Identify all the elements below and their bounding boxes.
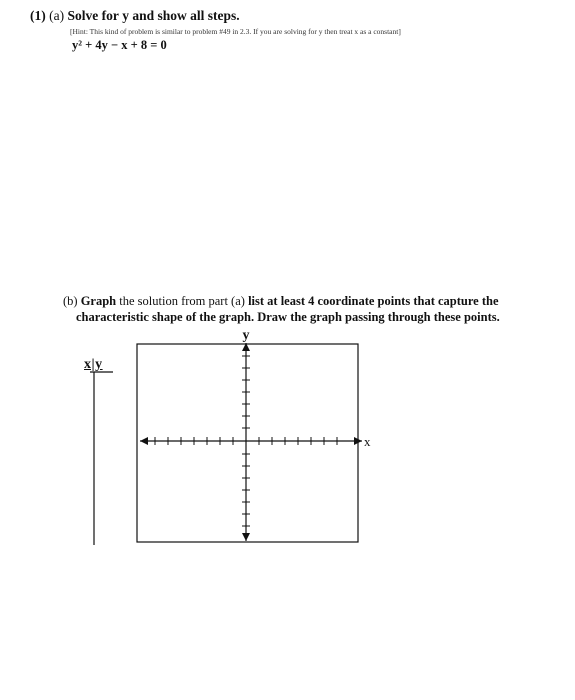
part-a-label: (a) [49, 8, 65, 23]
part-b-text: the solution from part (a) [119, 294, 245, 308]
equation: y² + 4y − x + 8 = 0 [72, 38, 167, 52]
part-b-graph-word: Graph [80, 294, 117, 308]
part-a-variable: y [122, 8, 129, 23]
part-b-line-2: characteristic shape of the graph. Draw the graph passing through these points. [76, 310, 500, 324]
y-axis-bottom-arrow [242, 533, 250, 541]
table-header: x|y [84, 357, 103, 372]
y-axis-label: y [242, 328, 250, 343]
hint-text: [Hint: This kind of problem is similar to problem #49 in 2.3. If you are solving for y then treat x as a constant] [70, 27, 401, 36]
part-a-instruction: Solve for [67, 8, 119, 23]
x-axis-left-arrow [140, 437, 148, 445]
part-a-instruction-rest: and show all steps. [132, 8, 240, 23]
graph-frame[interactable] [137, 344, 358, 542]
x-axis-label: x [364, 434, 371, 449]
part-b-bold-text: list at least 4 coordinate points that capture the [248, 294, 499, 308]
part-b-label: (b) [63, 294, 78, 308]
problem-number: (1) [30, 8, 46, 23]
